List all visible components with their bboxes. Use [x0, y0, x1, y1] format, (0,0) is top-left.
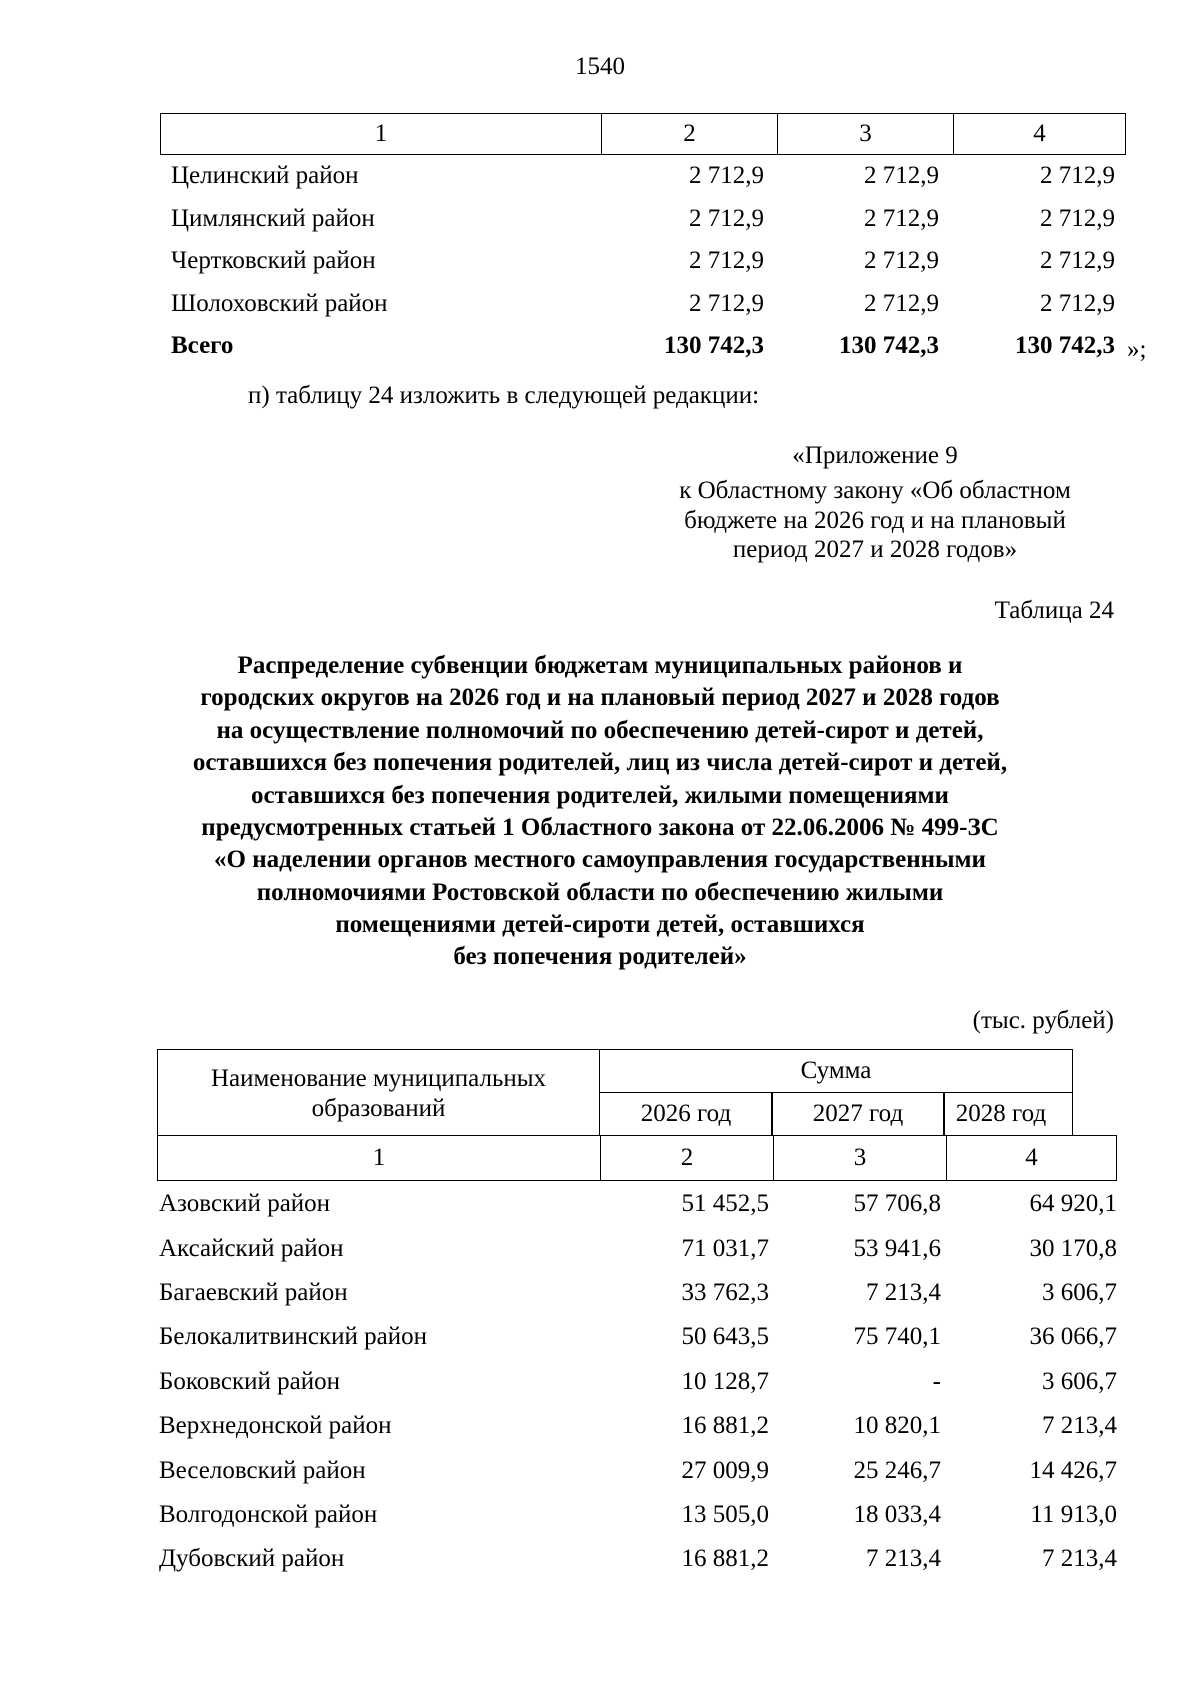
- row-name: Белокалитвинский район: [159, 1323, 427, 1351]
- row-value-2027: 53 941,6: [853, 1234, 941, 1262]
- col-number-4: 4: [1025, 1144, 1038, 1171]
- table-row: [160, 240, 1126, 283]
- appendix-line: к Областному закону «Об областном: [679, 477, 1071, 505]
- row-value-2027: 2 712,9: [864, 204, 939, 232]
- main-table-header: [157, 1049, 1117, 1181]
- row-value-2028: 2 712,9: [1040, 247, 1115, 275]
- row-value-2028: 11 913,0: [1030, 1500, 1117, 1528]
- main-table-body: [157, 1182, 1117, 1582]
- table-row: [160, 283, 1126, 326]
- table-row: [160, 198, 1126, 241]
- col-number-1: 1: [161, 114, 602, 154]
- row-name: Волгодонской район: [159, 1500, 378, 1528]
- row-name: Дубовский район: [159, 1545, 345, 1573]
- column-numbers-row: [157, 1135, 1117, 1181]
- page-number: 1540: [575, 53, 625, 80]
- total-value-2027: 130 742,3: [839, 332, 939, 360]
- row-value-2026: 16 881,2: [681, 1545, 769, 1573]
- row-name: Боковский район: [159, 1367, 340, 1395]
- row-value-2026: 71 031,7: [681, 1234, 769, 1262]
- table-row: [160, 155, 1126, 198]
- col-number-2: 2: [601, 1136, 774, 1180]
- col-number-1: 1: [158, 1136, 601, 1180]
- row-name: Цимлянский район: [171, 204, 375, 232]
- table-row: [157, 1315, 1117, 1359]
- col-number-2: 2: [602, 114, 778, 154]
- row-value-2028: 14 426,7: [1029, 1456, 1117, 1484]
- row-value-2027: 7 213,4: [866, 1278, 941, 1306]
- table-row: [157, 1271, 1117, 1315]
- row-value-2027: -: [932, 1367, 941, 1395]
- closing-quote: »;: [1127, 336, 1147, 363]
- row-name: Багаевский район: [159, 1278, 348, 1306]
- row-name: Верхнедонской район: [159, 1412, 392, 1440]
- row-value-2028: 2 712,9: [1040, 289, 1115, 317]
- row-value-2026: 33 762,3: [681, 1278, 769, 1306]
- appendix-line: период 2027 и 2028 годов»: [732, 535, 1018, 563]
- row-name: Целинский район: [171, 162, 359, 190]
- row-value-2027: 75 740,1: [853, 1323, 941, 1351]
- appendix-line: бюджете на 2026 год и на плановый: [684, 506, 1066, 534]
- table-row: [157, 1448, 1117, 1492]
- row-value-2026: 2 712,9: [689, 289, 764, 317]
- row-value-2027: 18 033,4: [853, 1500, 941, 1528]
- table-row: [157, 1360, 1117, 1404]
- row-value-2026: 16 881,2: [681, 1412, 769, 1440]
- col-number-3: 3: [774, 1136, 947, 1180]
- heading-line: помещениями детей-сироти детей, оставшихся: [335, 911, 865, 938]
- row-value-2028: 3 606,7: [1042, 1367, 1117, 1395]
- row-value-2026: 51 452,5: [681, 1190, 769, 1218]
- name-header-line: образований: [311, 1095, 446, 1122]
- row-value-2026: 50 643,5: [681, 1323, 769, 1351]
- table-row: [157, 1226, 1117, 1270]
- heading-line: предусмотренных статьей 1 Областного закона от 22.06.2006 № 499-ЗС: [201, 813, 999, 841]
- heading-line: полномочиями Ростовской области по обеспечению жилыми: [256, 878, 944, 906]
- year-header-2028: 2028 год: [943, 1092, 1073, 1136]
- table-row: [157, 1493, 1117, 1537]
- table-heading: [120, 650, 1080, 974]
- row-value-2027: 10 820,1: [853, 1412, 941, 1440]
- row-value-2027: 25 246,7: [853, 1456, 941, 1484]
- row-value-2027: 2 712,9: [864, 162, 939, 190]
- heading-line: оставшихся без попечения родителей, жилыми помещениями: [251, 781, 949, 809]
- continuation-table-header: [160, 113, 1126, 155]
- units-label: (тыс. рублей): [972, 1007, 1114, 1034]
- appendix-reference: [640, 441, 1110, 564]
- total-row: [160, 325, 1126, 368]
- row-value-2028: 64 920,1: [1029, 1190, 1117, 1218]
- row-value-2028: 7 213,4: [1042, 1545, 1117, 1573]
- table-number: Таблица 24: [994, 597, 1114, 624]
- heading-line: «О наделении органов местного самоуправления государственными: [214, 846, 986, 874]
- row-value-2026: 2 712,9: [689, 204, 764, 232]
- row-value-2028: 2 712,9: [1040, 162, 1115, 190]
- heading-line: оставшихся без попечения родителей, лиц из числа детей-сирот и детей,: [192, 749, 1008, 777]
- row-name: Шолоховский район: [171, 289, 388, 317]
- row-value-2027: 57 706,8: [853, 1190, 941, 1218]
- total-value-2026: 130 742,3: [664, 332, 764, 360]
- table-row: [157, 1537, 1117, 1581]
- table-row: [157, 1182, 1117, 1226]
- row-value-2027: 7 213,4: [866, 1545, 941, 1573]
- continuation-table: [160, 113, 1126, 368]
- appendix-title: «Приложение 9: [792, 442, 958, 469]
- name-column-header: [157, 1049, 600, 1136]
- table-row: [157, 1404, 1117, 1448]
- row-value-2026: 2 712,9: [689, 162, 764, 190]
- row-value-2028: 30 170,8: [1029, 1234, 1117, 1262]
- name-header-line: Наименование муниципальных: [210, 1065, 547, 1092]
- year-header-2026: 2026 год: [599, 1092, 773, 1136]
- heading-line: на осуществление полномочий по обеспечению детей-сирот и детей,: [216, 716, 984, 744]
- row-name: Веселовский район: [159, 1456, 366, 1484]
- row-value-2028: 3 606,7: [1042, 1278, 1117, 1306]
- instruction-text: п) таблицу 24 изложить в следующей редакции:: [248, 382, 760, 409]
- row-name: Аксайский район: [159, 1234, 344, 1262]
- row-name: Чертковский район: [171, 247, 376, 275]
- row-value-2026: 13 505,0: [681, 1500, 769, 1528]
- total-label: Всего: [171, 332, 234, 360]
- row-value-2026: 10 128,7: [681, 1367, 769, 1395]
- total-value-2028: 130 742,3: [1015, 332, 1115, 360]
- row-name: Азовский район: [159, 1190, 331, 1218]
- row-value-2026: 2 712,9: [689, 247, 764, 275]
- col-number-3: 3: [778, 114, 954, 154]
- row-value-2028: 36 066,7: [1029, 1323, 1117, 1351]
- row-value-2028: 2 712,9: [1040, 204, 1115, 232]
- heading-line: Распределение субвенции бюджетам муниципальных районов и: [237, 652, 963, 679]
- row-value-2027: 2 712,9: [864, 247, 939, 275]
- heading-line: без попечения родителей»: [453, 943, 747, 971]
- year-header-2027: 2027 год: [771, 1092, 945, 1136]
- col-number-4: 4: [1033, 120, 1046, 147]
- sum-header: Сумма: [599, 1049, 1073, 1093]
- row-value-2027: 2 712,9: [864, 289, 939, 317]
- row-value-2028: 7 213,4: [1042, 1412, 1117, 1440]
- row-value-2026: 27 009,9: [681, 1456, 769, 1484]
- heading-line: городских округов на 2026 год и на плановый период 2027 и 2028 годов: [200, 684, 1000, 712]
